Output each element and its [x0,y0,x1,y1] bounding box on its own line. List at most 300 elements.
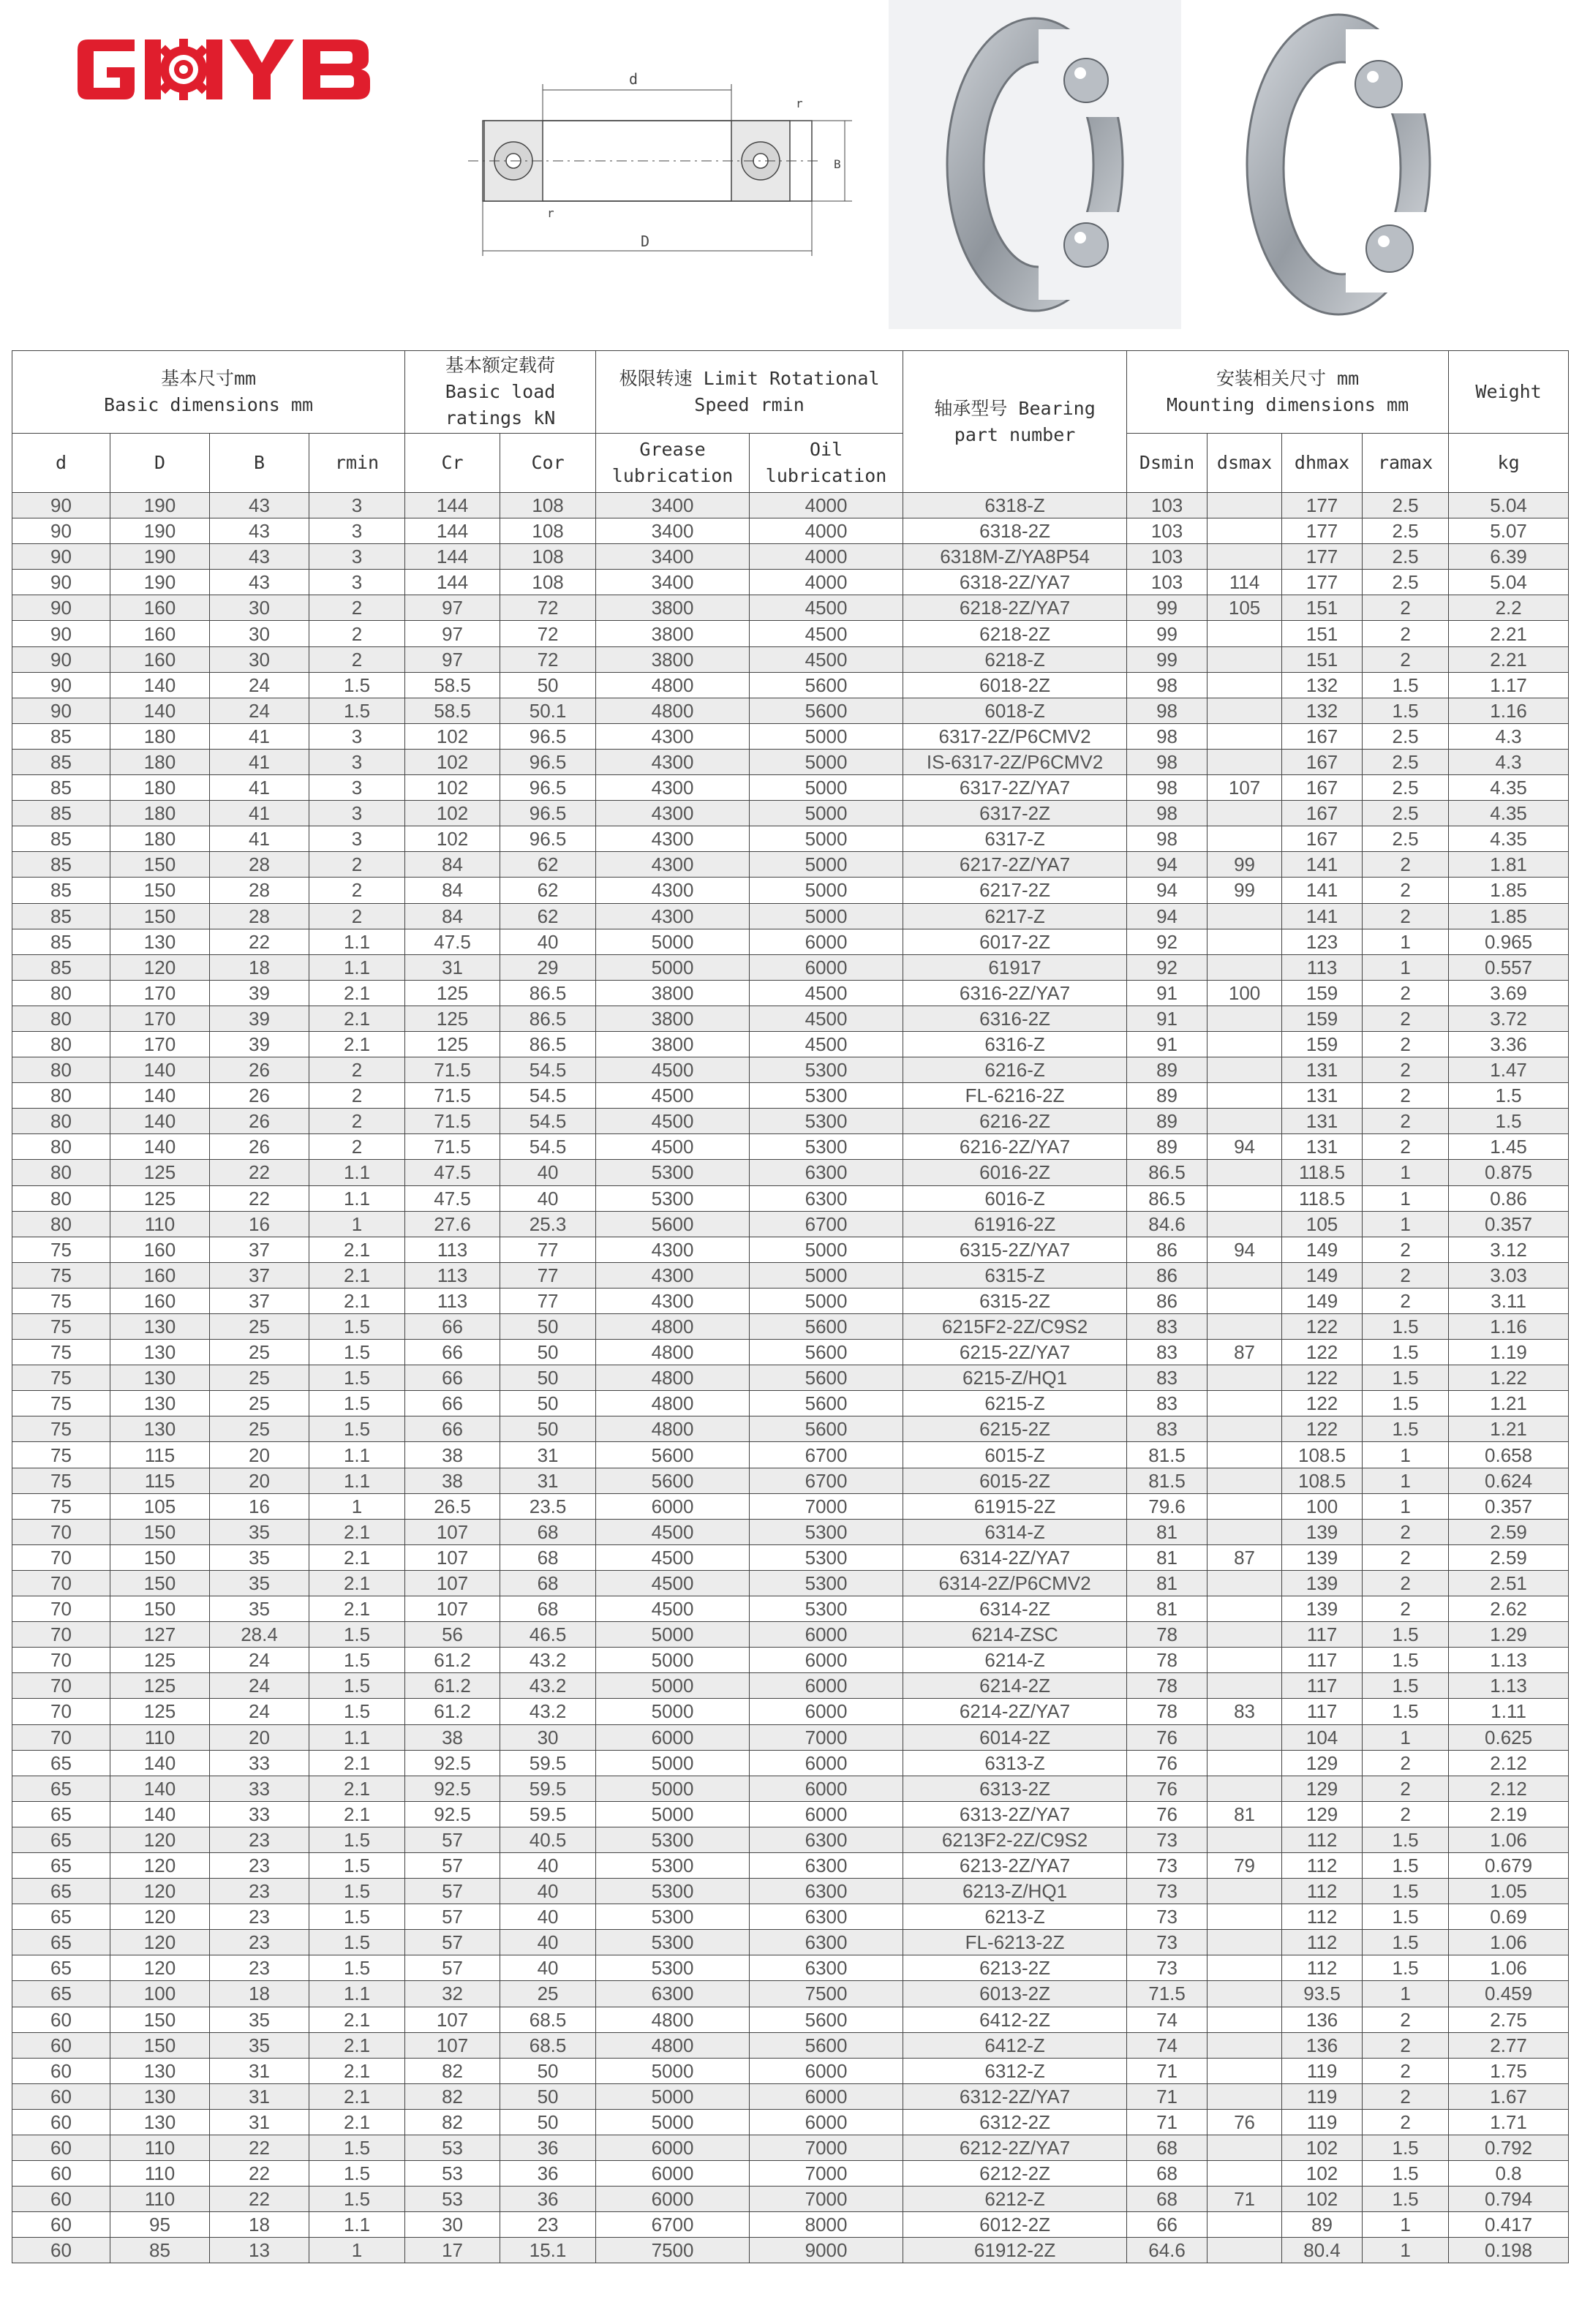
cell-D: 150 [110,1519,210,1544]
cell-oil-speed: 6000 [750,2083,903,2109]
cell-dhmax: 117 [1282,1673,1363,1699]
cell-grease-speed: 4800 [596,672,750,698]
cell-B: 26 [210,1083,309,1109]
cell-oil-speed: 4000 [750,570,903,595]
cell-rmin: 2.1 [309,1750,405,1776]
cell-dsmax: 71 [1208,2187,1282,2212]
cell-oil-speed: 5000 [750,903,903,929]
cell-cor: 43.2 [500,1673,596,1699]
cell-D: 140 [110,1801,210,1827]
cell-grease-speed: 3400 [596,493,750,518]
cell-d: 65 [12,1801,110,1827]
table-row [12,1879,1569,1904]
cell-grease-speed: 4500 [596,1057,750,1083]
cell-dsmin: 66 [1127,2212,1208,2238]
cell-cor: 62 [500,903,596,929]
table-row [12,1365,1569,1391]
cell-cor: 68 [500,1544,596,1570]
cell-dsmax [1208,1930,1282,1955]
cell-dsmin: 73 [1127,1904,1208,1930]
dim-D-label: D [641,233,650,250]
table-row [12,1468,1569,1493]
cell-dsmax [1208,518,1282,544]
cell-grease-speed: 6300 [596,1981,750,2007]
cell-bearing-part-number: 6315-Z [903,1262,1127,1288]
cell-weight-kg: 0.557 [1449,954,1569,980]
cell-ramax: 2 [1363,1776,1449,1801]
cell-weight-kg: 0.792 [1449,2135,1569,2161]
cell-dsmax [1208,801,1282,826]
cell-cr: 102 [405,801,500,826]
cell-cor: 77 [500,1237,596,1262]
header-limit-speed: 极限转速 Limit Rotational Speed rmin [596,351,903,434]
cell-bearing-part-number: 6313-Z [903,1750,1127,1776]
cell-D: 140 [110,1109,210,1134]
cell-B: 41 [210,749,309,774]
cell-d: 90 [12,595,110,621]
cell-dsmin: 86.5 [1127,1185,1208,1211]
cell-d: 65 [12,1776,110,1801]
cell-cor: 86.5 [500,1006,596,1031]
cell-B: 37 [210,1237,309,1262]
cell-oil-speed: 9000 [750,2238,903,2263]
cell-d: 70 [12,1673,110,1699]
cell-cor: 40 [500,1930,596,1955]
cell-D: 115 [110,1468,210,1493]
cell-d: 85 [12,878,110,903]
cell-oil-speed: 5300 [750,1134,903,1160]
cell-oil-speed: 5300 [750,1057,903,1083]
cell-grease-speed: 3800 [596,980,750,1006]
cell-dhmax: 159 [1282,1006,1363,1031]
cell-D: 120 [110,954,210,980]
cell-bearing-part-number: 6412-Z [903,2032,1127,2058]
cell-weight-kg: 2.21 [1449,646,1569,672]
cell-grease-speed: 5000 [596,2083,750,2109]
cell-oil-speed: 5600 [750,1340,903,1365]
table-row [12,878,1569,903]
cell-bearing-part-number: 6018-Z [903,698,1127,723]
cell-ramax: 1.5 [1363,1699,1449,1724]
cell-dsmax [1208,1031,1282,1057]
cell-dsmax [1208,929,1282,954]
cell-weight-kg: 0.86 [1449,1185,1569,1211]
cell-oil-speed: 4000 [750,493,903,518]
cell-d: 80 [12,980,110,1006]
cell-bearing-part-number: 6412-2Z [903,2007,1127,2032]
cell-oil-speed: 6000 [750,929,903,954]
cell-B: 20 [210,1468,309,1493]
cell-cor: 30 [500,1724,596,1750]
cell-dsmax [1208,1057,1282,1083]
cell-dhmax: 131 [1282,1083,1363,1109]
table-row [12,1083,1569,1109]
col-dhmax: dhmax [1282,434,1363,493]
cell-grease-speed: 4500 [596,1570,750,1596]
cell-cr: 97 [405,621,500,646]
cell-B: 22 [210,2161,309,2187]
cell-dsmin: 78 [1127,1673,1208,1699]
cell-weight-kg: 2.21 [1449,621,1569,646]
cell-dsmin: 78 [1127,1699,1208,1724]
cell-weight-kg: 1.75 [1449,2058,1569,2083]
cell-bearing-part-number: 6318-2Z [903,518,1127,544]
cell-bearing-part-number: 6318-Z [903,493,1127,518]
cell-rmin: 1 [309,1211,405,1237]
cell-dsmin: 64.6 [1127,2238,1208,2263]
cell-oil-speed: 6300 [750,1904,903,1930]
cell-dhmax: 129 [1282,1776,1363,1801]
cell-rmin: 3 [309,723,405,749]
cell-cr: 82 [405,2058,500,2083]
cell-D: 125 [110,1185,210,1211]
table-row [12,1391,1569,1416]
cell-dhmax: 139 [1282,1544,1363,1570]
cell-ramax: 1.5 [1363,2187,1449,2212]
cell-rmin: 2.1 [309,1596,405,1622]
cell-cr: 71.5 [405,1057,500,1083]
cell-cr: 53 [405,2187,500,2212]
cell-D: 180 [110,801,210,826]
cell-dsmax [1208,1109,1282,1134]
cell-ramax: 2.5 [1363,749,1449,774]
cell-d: 60 [12,2238,110,2263]
cell-D: 160 [110,595,210,621]
cell-dsmax [1208,1879,1282,1904]
cell-B: 22 [210,1185,309,1211]
cell-B: 43 [210,570,309,595]
cell-cr: 66 [405,1314,500,1340]
cell-cr: 38 [405,1468,500,1493]
cell-ramax: 1.5 [1363,1955,1449,1981]
cell-dsmax [1208,1648,1282,1673]
table-row [12,621,1569,646]
cell-oil-speed: 4500 [750,646,903,672]
cell-D: 130 [110,1365,210,1391]
bearing-cross-section-drawing [468,62,863,274]
cell-oil-speed: 5000 [750,801,903,826]
cell-cor: 68 [500,1596,596,1622]
cell-dhmax: 122 [1282,1416,1363,1442]
cell-ramax: 2.5 [1363,518,1449,544]
cell-dhmax: 102 [1282,2161,1363,2187]
cell-oil-speed: 6700 [750,1468,903,1493]
cell-d: 90 [12,493,110,518]
cell-dsmin: 98 [1127,801,1208,826]
table-row [12,672,1569,698]
cell-cor: 36 [500,2187,596,2212]
cell-bearing-part-number: 6014-2Z [903,1724,1127,1750]
table-row [12,903,1569,929]
cell-D: 150 [110,2032,210,2058]
cell-bearing-part-number: 6313-2Z/YA7 [903,1801,1127,1827]
cell-grease-speed: 5000 [596,2058,750,2083]
cell-cr: 71.5 [405,1109,500,1134]
cell-weight-kg: 1.11 [1449,1699,1569,1724]
cell-bearing-part-number: 6217-2Z/YA7 [903,852,1127,878]
cell-B: 18 [210,954,309,980]
cell-dsmin: 68 [1127,2161,1208,2187]
cell-dhmax: 149 [1282,1262,1363,1288]
cell-ramax: 2 [1363,2083,1449,2109]
cell-weight-kg: 2.51 [1449,1570,1569,1596]
cell-cor: 96.5 [500,749,596,774]
brand-logo [73,29,395,110]
cell-oil-speed: 6000 [750,2109,903,2135]
cell-rmin: 3 [309,570,405,595]
cell-weight-kg: 2.62 [1449,1596,1569,1622]
cell-oil-speed: 5600 [750,1365,903,1391]
cell-dsmin: 103 [1127,570,1208,595]
cell-D: 160 [110,1237,210,1262]
cell-dsmin: 81 [1127,1544,1208,1570]
cell-rmin: 2 [309,1057,405,1083]
cell-cr: 27.6 [405,1211,500,1237]
cell-cor: 31 [500,1468,596,1493]
cell-cor: 72 [500,621,596,646]
cell-rmin: 3 [309,749,405,774]
cell-B: 23 [210,1852,309,1878]
cell-grease-speed: 4300 [596,801,750,826]
cell-oil-speed: 5300 [750,1544,903,1570]
cell-d: 65 [12,1981,110,2007]
col-cr: Cr [405,434,500,493]
cell-d: 85 [12,903,110,929]
cell-ramax: 2 [1363,1519,1449,1544]
cell-grease-speed: 6700 [596,2212,750,2238]
table-row [12,1596,1569,1622]
cell-dsmin: 76 [1127,1724,1208,1750]
cell-D: 110 [110,1724,210,1750]
cell-cr: 92.5 [405,1776,500,1801]
table-row [12,1648,1569,1673]
cell-oil-speed: 5000 [750,852,903,878]
cell-dhmax: 102 [1282,2135,1363,2161]
cell-D: 190 [110,518,210,544]
cell-cr: 57 [405,1879,500,1904]
cell-weight-kg: 5.04 [1449,570,1569,595]
cell-dsmin: 81.5 [1127,1468,1208,1493]
cell-B: 39 [210,980,309,1006]
cell-bearing-part-number: 6312-Z [903,2058,1127,2083]
cell-cr: 144 [405,518,500,544]
cell-B: 22 [210,2187,309,2212]
cell-dsmax [1208,1006,1282,1031]
cell-rmin: 1 [309,2238,405,2263]
cell-dhmax: 122 [1282,1365,1363,1391]
cell-dsmax [1208,1750,1282,1776]
cell-cor: 108 [500,518,596,544]
cell-cor: 62 [500,878,596,903]
cell-cr: 144 [405,544,500,570]
cell-D: 130 [110,929,210,954]
cell-dhmax: 141 [1282,852,1363,878]
cell-bearing-part-number: 6018-2Z [903,672,1127,698]
cell-dhmax: 108.5 [1282,1468,1363,1493]
cell-bearing-part-number: 6317-Z [903,826,1127,852]
cell-grease-speed: 6000 [596,2135,750,2161]
cell-grease-speed: 4500 [596,1083,750,1109]
cell-cr: 71.5 [405,1134,500,1160]
cell-oil-speed: 5600 [750,1314,903,1340]
cell-grease-speed: 6000 [596,1724,750,1750]
cell-d: 70 [12,1544,110,1570]
table-row [12,1185,1569,1211]
cell-B: 24 [210,1699,309,1724]
cell-d: 75 [12,1262,110,1288]
cell-rmin: 2.1 [309,1262,405,1288]
cell-cr: 113 [405,1237,500,1262]
cell-ramax: 1.5 [1363,1416,1449,1442]
cell-weight-kg: 1.13 [1449,1648,1569,1673]
cell-d: 90 [12,646,110,672]
cell-cor: 40 [500,1160,596,1185]
cell-bearing-part-number: 6215F2-2Z/C9S2 [903,1314,1127,1340]
cell-rmin: 1.5 [309,1827,405,1852]
cell-dsmin: 81.5 [1127,1442,1208,1468]
cell-grease-speed: 4300 [596,852,750,878]
cell-ramax: 1 [1363,1981,1449,2007]
cell-dsmax [1208,826,1282,852]
cell-cr: 144 [405,493,500,518]
cell-B: 28.4 [210,1622,309,1648]
cell-weight-kg: 0.625 [1449,1724,1569,1750]
cell-dsmax: 87 [1208,1544,1282,1570]
cell-dsmin: 73 [1127,1852,1208,1878]
cell-cr: 113 [405,1288,500,1313]
cell-bearing-part-number: 6316-2Z/YA7 [903,980,1127,1006]
cell-grease-speed: 7500 [596,2238,750,2263]
cell-weight-kg: 0.679 [1449,1852,1569,1878]
cell-dhmax: 131 [1282,1057,1363,1083]
cell-d: 60 [12,2032,110,2058]
cell-B: 28 [210,878,309,903]
col-oil-lubrication: Oil lubrication [750,434,903,493]
cell-bearing-part-number: 6212-2Z/YA7 [903,2135,1127,2161]
cell-oil-speed: 8000 [750,2212,903,2238]
cell-dsmax [1208,1416,1282,1442]
cell-dsmax [1208,2161,1282,2187]
cell-dsmin: 94 [1127,852,1208,878]
cell-B: 20 [210,1724,309,1750]
cell-d: 75 [12,1314,110,1340]
cell-ramax: 2.5 [1363,775,1449,801]
table-row [12,1006,1569,1031]
cell-dhmax: 131 [1282,1134,1363,1160]
cell-ramax: 1.5 [1363,2135,1449,2161]
cell-bearing-part-number: 6315-2Z [903,1288,1127,1313]
cell-cor: 50 [500,1416,596,1442]
cell-cor: 50 [500,1365,596,1391]
cell-dsmax [1208,621,1282,646]
cell-cr: 107 [405,1596,500,1622]
cell-ramax: 1.5 [1363,698,1449,723]
cell-B: 37 [210,1262,309,1288]
cell-cr: 30 [405,2212,500,2238]
cell-dsmin: 83 [1127,1340,1208,1365]
cell-weight-kg: 3.72 [1449,1006,1569,1031]
cell-dsmin: 89 [1127,1083,1208,1109]
cell-cr: 84 [405,852,500,878]
cell-ramax: 2.5 [1363,723,1449,749]
cell-oil-speed: 5600 [750,672,903,698]
cell-D: 130 [110,1391,210,1416]
cell-oil-speed: 5600 [750,698,903,723]
cell-dhmax: 80.4 [1282,2238,1363,2263]
cell-cr: 26.5 [405,1493,500,1519]
cell-dhmax: 119 [1282,2058,1363,2083]
cell-B: 26 [210,1057,309,1083]
cell-cor: 96.5 [500,826,596,852]
cell-dhmax: 151 [1282,646,1363,672]
dim-r-label-bottom: r [547,206,554,220]
cell-D: 160 [110,646,210,672]
cell-ramax: 1.5 [1363,1365,1449,1391]
cell-grease-speed: 4300 [596,723,750,749]
cell-dsmin: 94 [1127,878,1208,903]
cell-ramax: 1.5 [1363,1391,1449,1416]
cell-ramax: 1.5 [1363,1879,1449,1904]
table-row [12,2058,1569,2083]
table-row [12,1544,1569,1570]
cell-cor: 68.5 [500,2007,596,2032]
cell-rmin: 1.1 [309,1185,405,1211]
cell-weight-kg: 1.5 [1449,1109,1569,1134]
cell-rmin: 2.1 [309,1519,405,1544]
cell-grease-speed: 5300 [596,1955,750,1981]
cell-grease-speed: 3400 [596,570,750,595]
cell-cr: 71.5 [405,1083,500,1109]
cell-cr: 32 [405,1981,500,2007]
cell-dsmin: 89 [1127,1134,1208,1160]
table-row [12,1288,1569,1313]
cell-rmin: 2 [309,852,405,878]
cell-grease-speed: 5300 [596,1879,750,1904]
cell-bearing-part-number: 6215-Z/HQ1 [903,1365,1127,1391]
cell-rmin: 2.1 [309,1801,405,1827]
cell-grease-speed: 4500 [596,1109,750,1134]
cell-d: 85 [12,723,110,749]
cell-d: 60 [12,2007,110,2032]
cell-rmin: 2 [309,621,405,646]
cell-dhmax: 167 [1282,723,1363,749]
cell-D: 125 [110,1648,210,1673]
cell-weight-kg: 2.77 [1449,2032,1569,2058]
cell-B: 35 [210,1570,309,1596]
cell-cor: 86.5 [500,980,596,1006]
cell-dhmax: 112 [1282,1955,1363,1981]
cell-cor: 50.1 [500,698,596,723]
cell-D: 115 [110,1442,210,1468]
table-row [12,1801,1569,1827]
cell-bearing-part-number: 6312-2Z/YA7 [903,2083,1127,2109]
cell-rmin: 2.1 [309,1776,405,1801]
cell-oil-speed: 4500 [750,621,903,646]
cell-dsmin: 83 [1127,1416,1208,1442]
cell-bearing-part-number: 6213-2Z [903,1955,1127,1981]
cell-dhmax: 136 [1282,2032,1363,2058]
cell-d: 80 [12,1006,110,1031]
cell-oil-speed: 5300 [750,1596,903,1622]
cell-dsmax [1208,2083,1282,2109]
cell-weight-kg: 1.16 [1449,698,1569,723]
cell-bearing-part-number: FL-6213-2Z [903,1930,1127,1955]
cell-d: 75 [12,1468,110,1493]
cell-rmin: 2 [309,878,405,903]
cell-grease-speed: 4800 [596,1314,750,1340]
cell-grease-speed: 5000 [596,929,750,954]
cell-D: 180 [110,775,210,801]
